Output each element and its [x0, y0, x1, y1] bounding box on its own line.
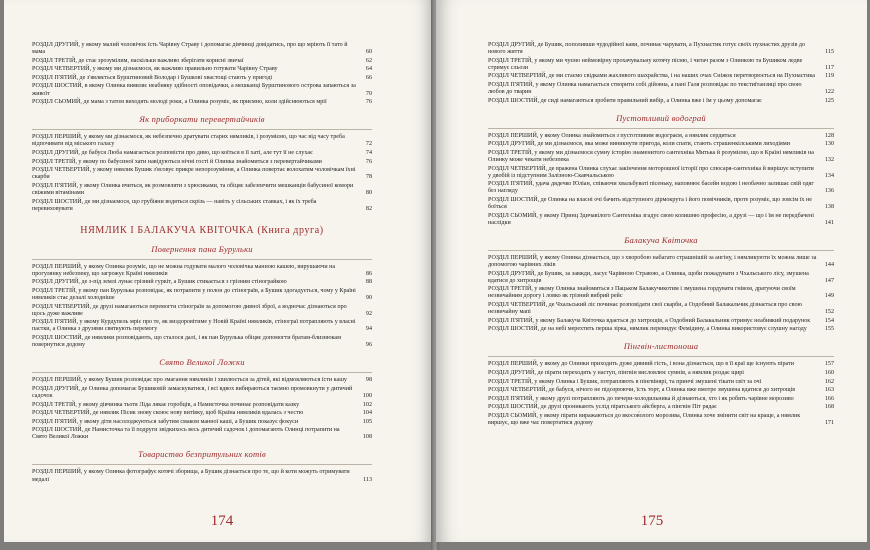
toc-entry-title: РОЗДІЛ СЬОМИЙ, у якому пірати виражаються до вкосов́олого морозива, Олинка хоче змінити світ на краще, а нямлик виршує, що вже час повертатися додому [488, 412, 801, 426]
toc-entry [488, 141, 834, 148]
toc-entry-page: 82 [365, 205, 372, 212]
toc-entry-title: РОЗДІЛ П'ЯТИЙ, де з'являється Бурштиновий Володар і Бушкові хвастощі стають у пригоді [32, 74, 273, 81]
toc-entry-page: 168 [824, 404, 834, 411]
toc-entry-title: РОЗДІЛ ДРУГИЙ, де ми дізнаємося, яка може виникнути пригода, коли спати, стають страшенкілськими лиходіями [488, 141, 790, 148]
left-page [4, 0, 435, 542]
toc-entry [488, 42, 834, 56]
toc-entry [488, 370, 834, 377]
book-heading: НЯМЛИК І БАЛАКУЧА КВІТОЧКА (Книга друга) [80, 224, 324, 236]
section-heading: Балакуча Квіточка [624, 234, 698, 245]
toc-entry [488, 82, 834, 96]
toc-entry-title: РОЗДІЛ ТРЕТІЙ, у якому по бабусиної хати навідуються нічні гості й Олинка знайомиться з перевертайчиками [32, 158, 322, 165]
toc-entry-page: 86 [365, 270, 372, 277]
right-page [436, 0, 867, 542]
toc-entry [32, 159, 372, 166]
toc-entry-title: РОЗДІЛ П'ЯТИЙ, у якому Олинка вчиться, як розмовляти з хрюсиками, та обіцяє забезпечити мешканців бабусиної комори свіжими вітамінами [32, 182, 354, 196]
toc-entry [488, 396, 834, 403]
toc-entry-title: РОЗДІЛ ПЕРШИЙ, у якому Олинка дізнається, що з хворобою набагато страшнішій за ангіну, і нямликуюти їх можна лише за допомогою чарівних ліків [488, 254, 817, 268]
toc-entry [32, 75, 372, 82]
toc-entry-page: 64 [365, 66, 372, 73]
toc-entry-page: 144 [824, 261, 834, 268]
toc-entry-title: РОЗДІЛ ШОСТИЙ, де Намисточка та її подруги звідкихось весь дитячий садочок і допомагають Олинці потрапити на Свято Великої Ложки [32, 427, 340, 441]
toc-entry-page: 102 [362, 401, 372, 408]
toc-entry [32, 167, 372, 181]
toc-entry-page: 78 [365, 174, 372, 181]
toc-entry-title: РОЗДІЛ ШОСТИЙ, де Олинка на власні очі бачить відступного дірмокрута і його помічників, проте розуміє, що зовсім їх не боїться [488, 197, 812, 211]
toc-entry [32, 183, 372, 197]
toc-entry-page: 119 [825, 73, 834, 80]
toc-entry-title: РОЗДІЛ ПЕРШИЙ, у якому Олинка розуміє, що не можна годувати малого чоловічка манною кашею, вирушаючи на прогулянку небезпеку, що загрожує Країні нямликів [32, 263, 336, 277]
toc-entry-title: РОЗДІЛ ДРУГИЙ, у якому малий чоловічок їсть Чарівну Страву і допомагає дівчинці довідатись, про що мріють її тато й мама [32, 42, 348, 56]
toc-column-right [488, 42, 834, 429]
toc-entry-page: 163 [824, 387, 834, 394]
toc-entry [32, 319, 372, 333]
toc-entry [32, 386, 372, 400]
toc-entry-page: 62 [365, 57, 372, 64]
toc-entry-page: 154 [824, 317, 834, 324]
toc-entry [32, 279, 372, 286]
toc-entry-title: РОЗДІЛ ПЕРШИЙ, у якому до Олинки приходить дуже дивний гість, і вона дізнається, що в її краї ще існують пірати [488, 361, 794, 368]
toc-entry-title: РОЗДІЛ ЧЕТВЕРТИЙ, у якому нямлик Бушик з'ясовує прикре непорозуміння, а Олинка повертає волохатим чоловічкам їхні скарби [32, 167, 356, 181]
toc-entry-page: 96 [365, 342, 372, 349]
toc-entry-page: 90 [365, 295, 372, 302]
toc-entry [32, 264, 372, 278]
toc-entry-title: РОЗДІЛ ТРЕТІЙ, у якому Олинка знайомиться з Пацьком Балакучикотим і змушена гордувати гнівом, дратуючи своїм незвичайним дорогу і ловко як грізний вибрий рейс [488, 286, 796, 300]
toc-entry [32, 42, 372, 56]
toc-entry [488, 404, 834, 411]
toc-entry-page: 155 [824, 326, 834, 333]
toc-entry-title: РОЗДІЛ П'ЯТИЙ, у якому Курдупель мріє про те, як виздоровітиме у Новій Країні нямликів, стінограї потрапляють у власні пастки, а Олинка з друзями святкують перемогу [32, 319, 356, 333]
toc-entry-title: РОЗДІЛ ЧЕТВЕРТИЙ, де бабуся, нічого не підозрюючи, їсть торт, а Олинка вже вмотре змушена вдатися до хитрощів [488, 387, 796, 394]
toc-entry-page: 171 [824, 419, 834, 426]
toc-entry-title: РОЗДІЛ СЬОМИЙ, у якому Принц Здичавілого Сантехніка згадує свою колишню професію, а друзі — що і їм не передбачені наслідки [488, 212, 814, 226]
section-heading: Повернення пана Бурульки [151, 243, 253, 254]
section-rule [32, 129, 372, 130]
toc-entry [488, 413, 834, 427]
toc-entry-title: РОЗДІЛ ДРУГИЙ, де пірати переходять у наступ, пінгвін висловлює сумнів, а нямлик роздає щирі [488, 369, 744, 376]
toc-entry-title: РОЗДІЛ ЧЕТВЕРТИЙ, де нямлик Пісик знову скоює нову витівку, щоб Країна нямликів вдалась з честю [32, 410, 304, 417]
toc-entry-title: РОЗДІЛ П'ЯТИЙ, у якому Балакуча Квіточка вдається до хитрощів, а Оздобний Балакальник отримує неабиякий подарунок [488, 317, 811, 324]
toc-entry-title: РОЗДІЛ П'ЯТИЙ, удача дядечко Юліан, співаючи хвальбуваті пісеньку, наповнює басейн водою і необачно залишає свій одяг без нагляду [488, 181, 814, 195]
toc-entry-page: 105 [362, 418, 372, 425]
toc-entry-title: РОЗДІЛ П'ЯТИЙ, у якому діти насолоджуються забутим смаком манної каші, а Бушик показує фокуси [32, 418, 299, 425]
page-number-left: 174 [210, 513, 234, 529]
toc-entry-title: РОЗДІЛ ПЕРШИЙ, у якому Бушик розповідає про змагання нямликів і хвилюється за дітей, які відмовляються їсти кашу [32, 377, 347, 384]
toc-entry-page: 72 [365, 141, 372, 148]
toc-entry [488, 318, 834, 325]
toc-entry-page: 60 [365, 49, 372, 56]
toc-entry-page: 88 [365, 279, 372, 286]
toc-entry-title: РОЗДІЛ ШОСТИЙ, в якому Олинка виявляє неабияку здібності оповідачки, а мешканці Бурштинового острова запаються за живоїт [32, 83, 356, 97]
toc-entry-page: 113 [363, 476, 372, 483]
section-heading: Як приборкати перевертайчиків [139, 114, 265, 125]
toc-entry-page: 122 [824, 89, 834, 96]
toc-entry-title: РОЗДІЛ ТРЕТІЙ, у якому дівчинка тьотя Ліда лякає горобців, а Намисточка починає розповідати казку [32, 401, 300, 408]
toc-entry [488, 133, 834, 140]
toc-entry-title: РОЗДІЛ П'ЯТИЙ, у якому Олинка намагається створити собі дійовна, а пані Галя розповідає по текстиїтанзиці про свою любов до тварин [488, 81, 802, 96]
toc-entry [488, 197, 834, 211]
toc-entry [32, 288, 372, 302]
toc-entry-page: 132 [824, 157, 834, 164]
toc-entry-page: 134 [824, 172, 834, 179]
toc-entry-title: РОЗДІЛ ДРУГИЙ, де Олинка допомагає Бушиковій замаскуватися, і всі вдвох вибираються таємно промовкнути у дитячий садочок [32, 385, 353, 399]
toc-entry-page: 66 [365, 74, 372, 81]
toc-entry [32, 150, 372, 157]
toc-entry-page: 166 [824, 395, 834, 402]
toc-entry-page: 162 [824, 378, 834, 385]
section-rule [32, 464, 372, 465]
toc-entry-page: 160 [824, 369, 834, 376]
section-rule [488, 250, 834, 251]
section-heading: Товариство безпритульних котів [138, 449, 266, 460]
toc-entry-page: 76 [365, 99, 372, 106]
toc-entry-title: РОЗДІЛ ШОСТИЙ, де на небі мерехтить перша зірка, нямлик перевидує Фемідину, а Олинка використовує слушну нагоду [488, 326, 807, 333]
toc-entry-page: 74 [365, 149, 372, 156]
toc-entry-page: 104 [362, 410, 372, 417]
toc-entry-page: 70 [365, 90, 372, 97]
toc-entry [32, 427, 372, 441]
toc-entry-title: РОЗДІЛ ДРУГИЙ, де Бушик, пополивши чудодійної кави, починає чарувати, а Пухнастик готує своїх пухнастих друзів до нового життя [488, 42, 806, 56]
toc-entry-page: 125 [824, 97, 834, 104]
toc-entry [32, 304, 372, 318]
toc-entry [488, 150, 834, 164]
toc-entry-page: 80 [365, 189, 372, 196]
toc-entry-title: РОЗДІЛ ТРЕТІЙ, у якому пан Бурулька розповідає, як потрапити у полон до стінограїв, а Бушик здогадується, чому у Країні нямликів стає делалі холодніше [32, 287, 356, 302]
toc-entry-title: РОЗДІЛ ЧЕТВЕРТИЙ, де Чхальський ліс починає розповідати свої скарби, а Оздобний Балакальчик дізнається про свою незвичайну мапі [488, 301, 803, 316]
toc-entry [488, 326, 834, 333]
toc-entry [488, 98, 834, 105]
section-heading: Пінгвін-листоноша [623, 341, 699, 352]
toc-entry-title: РОЗДІЛ ТРЕТІЙ, у якому ми дізнаємося сумну історію знаменитого сантехніка Митька й розуміємо, що в Країні нямликів на Олинку може чекати небезпека [488, 149, 814, 164]
toc-entry [32, 419, 372, 426]
toc-entry [488, 379, 834, 386]
toc-entry-page: 136 [824, 188, 834, 195]
toc-entry [488, 213, 834, 227]
toc-entry-title: РОЗДІЛ ДРУГИЙ, де Бушик, за завжди, ласує Чарівною Стравою, а Олинка, щоби пожадувати з Чхальського лісу, змушена вдатися до хитрощів [488, 270, 809, 284]
toc-entry-title: РОЗДІЛ ДРУГИЙ, де з-під землі лунає грізний гуркіт, а Бушик стикається з грізним стінограйкою [32, 279, 287, 286]
toc-entry-page: 147 [824, 277, 834, 284]
toc-entry-page: 115 [825, 49, 834, 56]
toc-entry [488, 361, 834, 368]
section-rule [32, 259, 372, 260]
toc-entry [32, 199, 372, 213]
toc-entry [488, 58, 834, 72]
toc-entry-page: 94 [365, 326, 372, 333]
toc-entry [32, 83, 372, 97]
page-number-right: 175 [640, 513, 664, 529]
toc-entry-page: 98 [365, 377, 372, 384]
section-heading: Свято Великої Ложки [159, 357, 245, 368]
toc-entry-title: РОЗДІЛ ТРЕТІЙ, де стає зрозумілим, наскільки важливо зберігати корисні звичаї [32, 57, 244, 64]
toc-entry-title: РОЗДІЛ ЧЕТВЕРТИЙ, де ми стаємо свідками жахливого шахрайства, і на наших очах Сніжок перетворюється на Пухнастика [488, 73, 815, 80]
toc-entry [488, 166, 834, 180]
toc-entry-page: 130 [824, 141, 834, 148]
toc-entry [32, 66, 372, 73]
toc-entry-title: РОЗДІЛ ДРУГИЙ, де бабуся Люба намагається розповісти про диво, що коїться в її хаті, але тут її не слухає [32, 149, 313, 156]
toc-entry-page: 149 [824, 293, 834, 300]
toc-entry-title: РОЗДІЛ ШОСТИЙ, де нямлики розповідають, що сталося далі, і як пан Бурулька обіцяє допомогти братам-близнюкам повернутися додому [32, 335, 341, 349]
toc-entry-page: 138 [824, 204, 834, 211]
toc-entry-page: 128 [824, 132, 834, 139]
toc-entry [488, 73, 834, 80]
toc-entry-title: РОЗДІЛ ЧЕТВЕРТИЙ, де друзі намагаються перемогти стінограїв за допомогою дивної зброї, а водночас дізнаються про щось дуже важливе [32, 303, 347, 317]
toc-entry-title: РОЗДІЛ П'ЯТИЙ, у якому друзі потрапляють до печери-холодильника й дізнаються, хто і як робить чарівне морозиво [488, 395, 794, 402]
toc-entry-title: РОЗДІЛ ТРЕТІЙ, у якому ми чуємо неймовірну прохачувальну котячу пісню, і читач разом з Олинкою та Бушиком ледве стримує сльози [488, 57, 803, 71]
toc-entry-title: РОЗДІЛ ЧЕТВЕРТИЙ, де вражена Олинка слухає закінчення моторошної історії про слюсаря-сантехніка й вирішує вступити у двобій із підступним Залізною-Скавчальською [488, 165, 814, 179]
toc-entry [32, 469, 372, 483]
section-rule [488, 356, 834, 357]
toc-entry-page: 92 [365, 310, 372, 317]
toc-entry [32, 99, 372, 106]
toc-entry-page: 108 [362, 434, 372, 441]
toc-entry-page: 117 [825, 64, 834, 71]
toc-entry [32, 58, 372, 65]
toc-entry-page: 157 [824, 361, 834, 368]
toc-entry [488, 271, 834, 285]
section-heading: Пустотливий водограй [616, 112, 706, 123]
toc-entry-title: РОЗДІЛ ЧЕТВЕРТИЙ, у якому ми дізнаємося, як важливо правильно готувати Чарівну Страву [32, 66, 278, 73]
toc-entry [32, 377, 372, 384]
toc-entry [488, 255, 834, 269]
toc-entry-title: РОЗДІЛ ПЕРШИЙ, у якому Олинка знайомиться з пустотливим водограєм, а нямлик сердиться [488, 132, 736, 139]
toc-entry-page: 100 [362, 392, 372, 399]
toc-entry-title: РОЗДІЛ ШОСТИЙ, де друзі проникають услід піратського айсберга, а пінгвін Піт рядає [488, 404, 717, 411]
toc-entry [488, 387, 834, 394]
toc-entry-title: РОЗДІЛ ШОСТИЙ, де сиді намагаються зробити правильний вибір, а Олинка вже і їм у цьому допомагає [488, 97, 762, 104]
toc-entry [32, 410, 372, 417]
toc-entry-page: 76 [365, 158, 372, 165]
toc-entry [488, 286, 834, 300]
toc-entry [488, 181, 834, 195]
toc-entry [488, 302, 834, 316]
toc-entry-page: 152 [824, 309, 834, 316]
section-rule [32, 372, 372, 373]
toc-entry-page: 141 [824, 219, 834, 226]
toc-entry [32, 335, 372, 349]
toc-column-left [32, 42, 372, 485]
toc-entry-title: РОЗДІЛ ШОСТИЙ, де ми дізнаємося, що грубіяни водяться скрізь — навіть у сільських ставках, і як їх треба перевиховувати [32, 198, 317, 212]
toc-entry-title: РОЗДІЛ ТРЕТІЙ, у якому Олинка і Бушик, потрапляють в пінгвінярі, та принчі змушені тікати світ за очі [488, 378, 762, 385]
section-rule [488, 128, 834, 129]
toc-entry [32, 402, 372, 409]
toc-entry-title: РОЗДІЛ ПЕРШИЙ, у якому Олинка фотографує котячі зборища, а Бушик дізнається про те, що й коти можуть отримувати медалі [32, 469, 350, 483]
toc-entry [32, 134, 372, 148]
toc-entry-title: РОЗДІЛ ПЕРШИЙ, у якому ми дізнаємося, як небезпечно дратувати старих нямликів, і розуміємо, що час від часу треба відпочивати від міського галасу [32, 134, 345, 148]
toc-entry-title: РОЗДІЛ СЬОМИЙ, де мама з татом виходять молоді роки, а Олинка розуміє, як приємно, коли здійснюються мрії [32, 99, 327, 106]
